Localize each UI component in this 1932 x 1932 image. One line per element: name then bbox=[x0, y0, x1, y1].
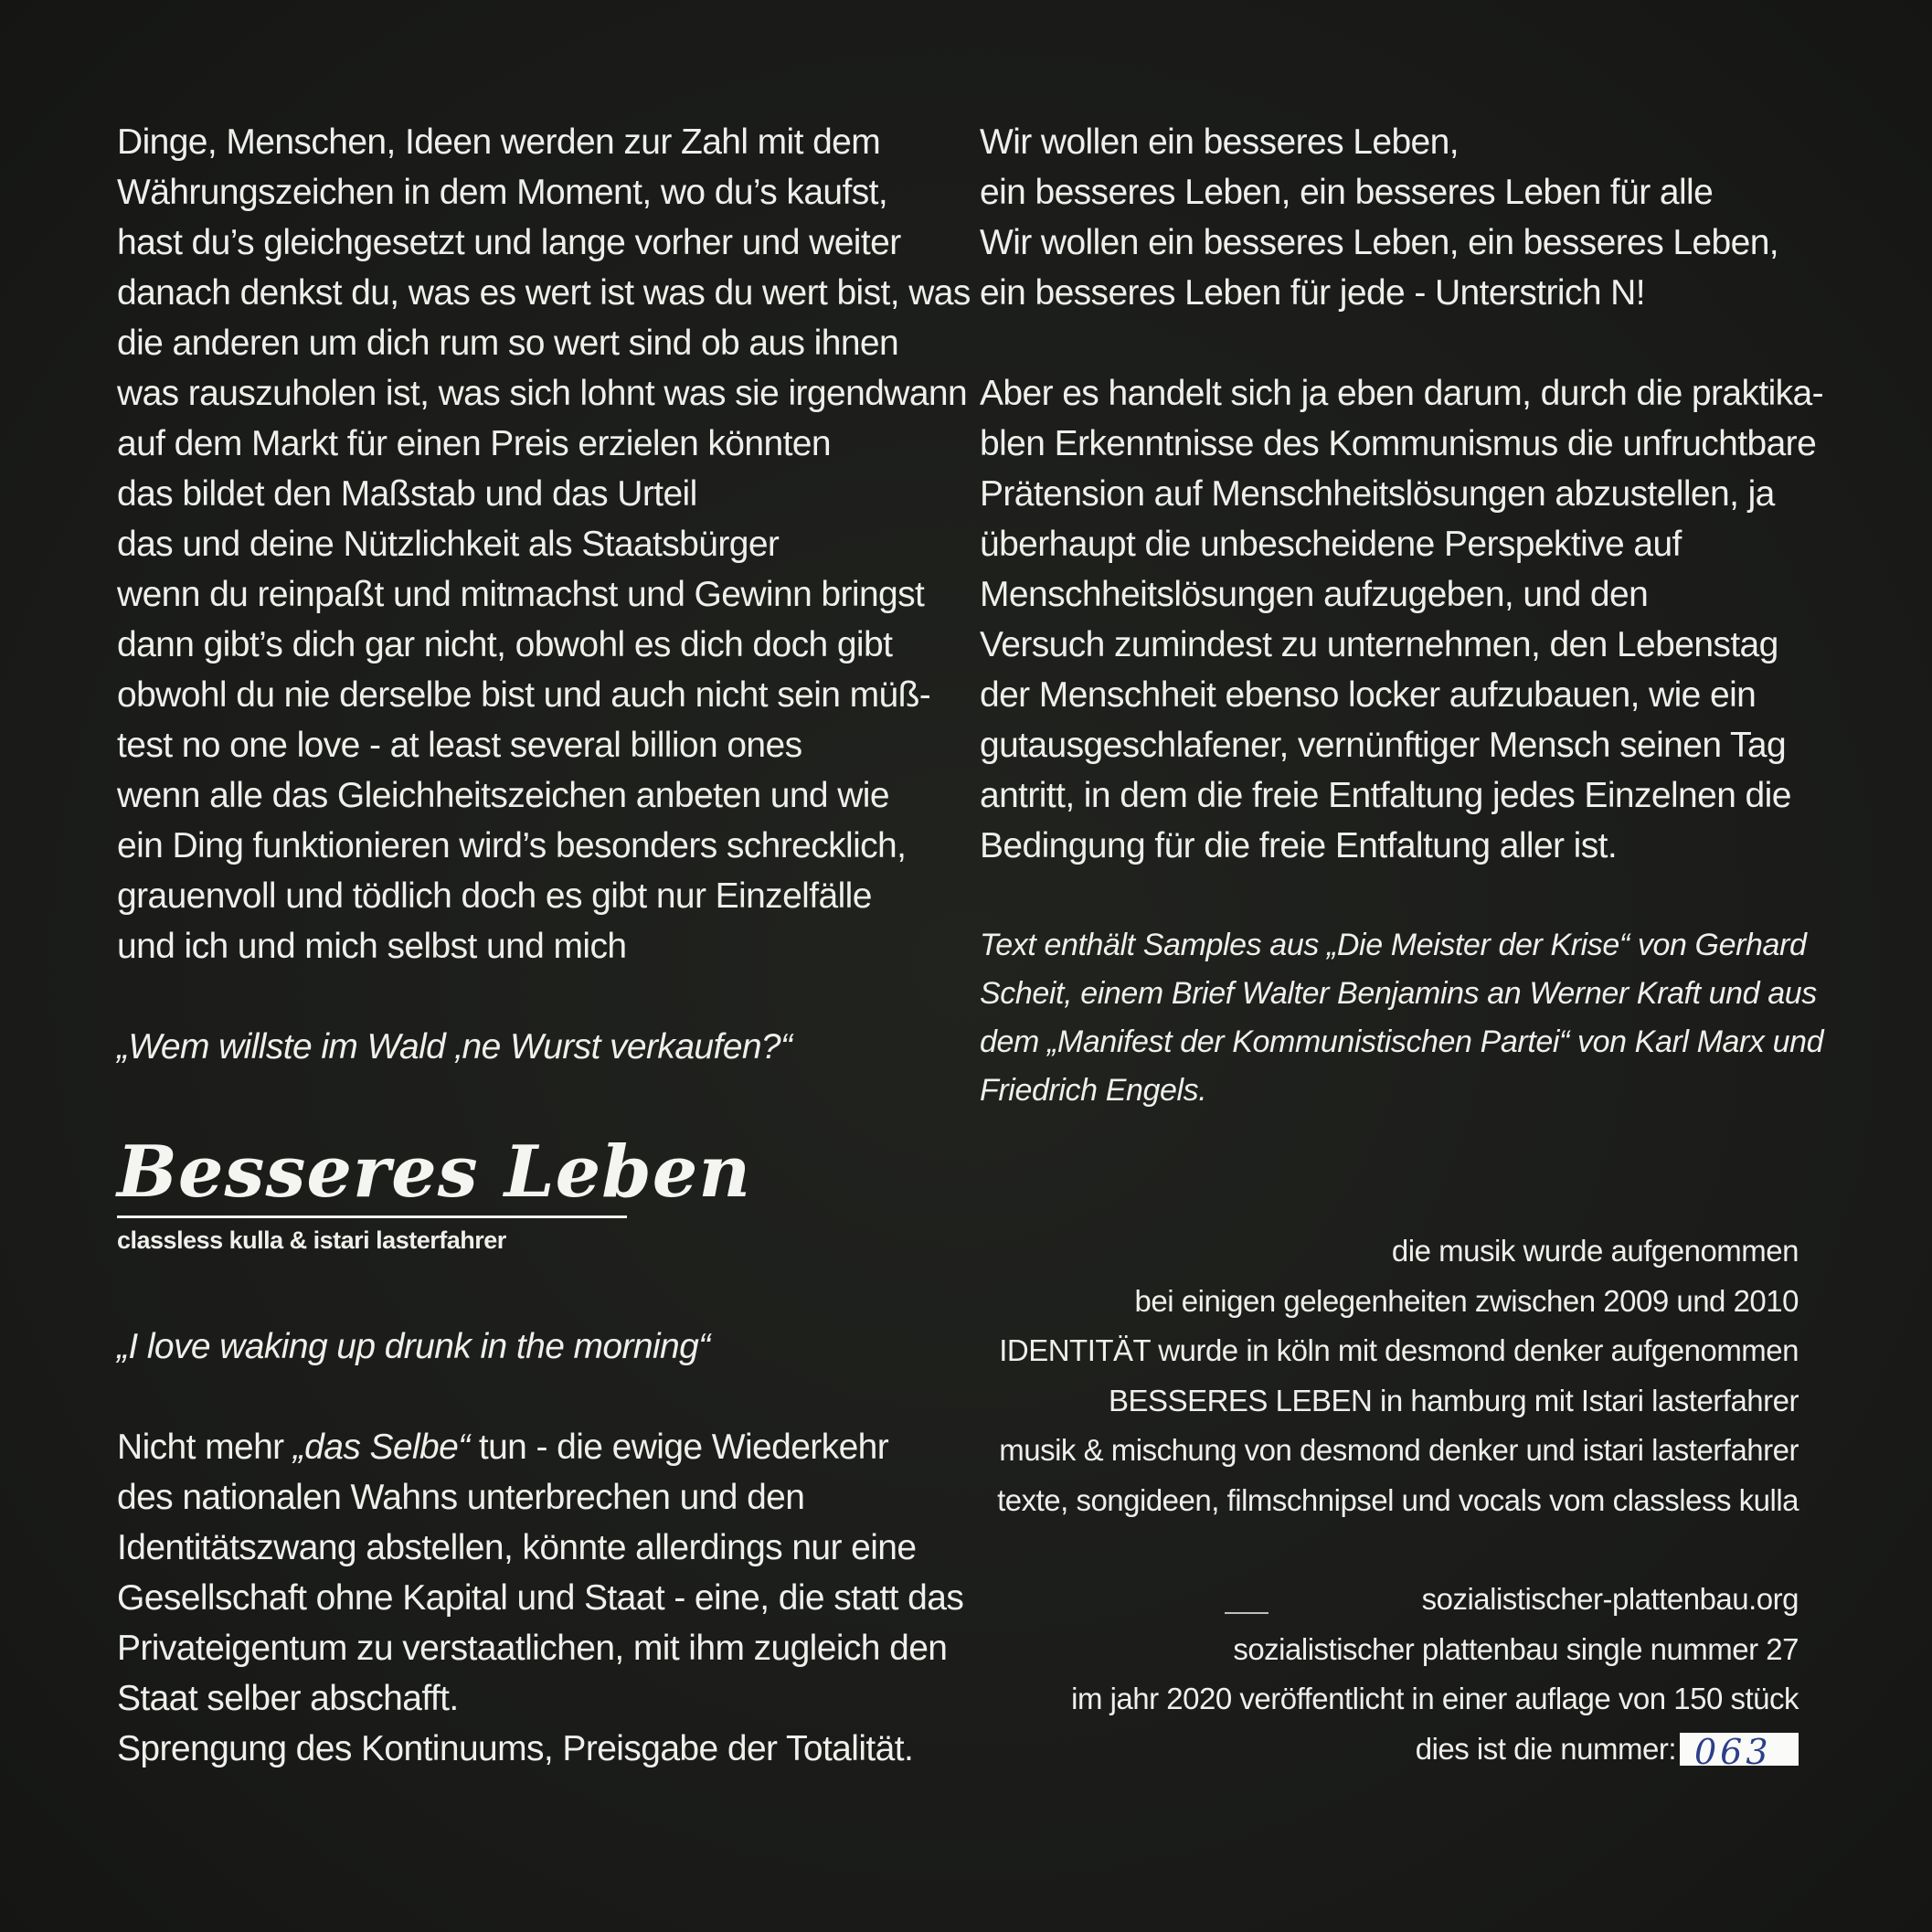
song-quote: „I love waking up drunk in the morning“ bbox=[117, 1327, 710, 1366]
prose-line: Bedingung für die freie Entfaltung aller ist. bbox=[980, 826, 1618, 865]
verse-line: dann gibt’s dich gar nicht, obwohl es dich doch gibt bbox=[117, 625, 893, 664]
verse-line: test no one love - at least several billion ones bbox=[117, 726, 802, 765]
verse-line: und ich und mich selbst und mich bbox=[117, 927, 627, 966]
verse-line: Währungszeichen in dem Moment, wo du’s kaufst, bbox=[117, 173, 888, 212]
prose-line: gutausgeschlafener, vernünftiger Mensch seinen Tag bbox=[980, 726, 1787, 765]
handwritten-number-box bbox=[1680, 1731, 1799, 1772]
song-line: Sprengung des Kontinuums, Preisgabe der Totalität. bbox=[117, 1729, 914, 1768]
note-line: Friedrich Engels. bbox=[980, 1073, 1207, 1108]
song-title: Besseres Leben bbox=[117, 1131, 752, 1214]
credit-line: BESSERES LEBEN in hamburg mit Istari lasterfahrer bbox=[1109, 1383, 1799, 1417]
website-line: sozialistischer-plattenbau.org bbox=[1421, 1582, 1799, 1616]
verse-line: grauenvoll und tödlich doch es gibt nur Einzelfälle bbox=[117, 876, 872, 916]
prose-line: der Menschheit ebenso locker aufzubauen, wie ein bbox=[980, 675, 1757, 715]
note-line: Scheit, einem Brief Walter Benjamins an Werner Kraft und aus bbox=[980, 976, 1817, 1011]
verse-line: wenn du reinpaßt und mitmachst und Gewinn bringst bbox=[117, 575, 925, 614]
prose-line: überhaupt die unbescheidene Perspektive auf bbox=[980, 525, 1682, 564]
sample-quote: „Wem willste im Wald ‚ne Wurst verkaufen?“ bbox=[117, 1027, 792, 1067]
song-line: Privateigentum zu verstaatlichen, mit ihm zugleich den bbox=[117, 1629, 948, 1668]
number-row bbox=[997, 1725, 1799, 1775]
number-label: dies ist die nummer: bbox=[1415, 1731, 1676, 1766]
song-body bbox=[117, 1322, 964, 1774]
intro-italic: „das Selbe“ bbox=[292, 1428, 470, 1467]
song-line: des nationalen Wahns unterbrechen und den bbox=[117, 1478, 805, 1517]
title-underline bbox=[117, 1215, 627, 1218]
verse-line: die anderen um dich rum so wert sind ob aus ihnen bbox=[117, 324, 899, 363]
note-line: dem „Manifest der Kommunistischen Partei“ von Karl Marx und bbox=[980, 1024, 1824, 1059]
song-line: Gesellschaft ohne Kapital und Staat - eine, die statt das bbox=[117, 1578, 964, 1618]
prose-line: Versuch zumindest zu unternehmen, den Lebenstag bbox=[980, 625, 1778, 664]
verse-line: wenn alle das Gleichheitszeichen anbeten und wie bbox=[117, 776, 889, 815]
credit-line: die musik wurde aufgenommen bbox=[1391, 1234, 1799, 1268]
verse-line: hast du’s gleichgesetzt und lange vorher und weiter bbox=[117, 223, 901, 262]
song-line: Identitätszwang abstellen, könnte allerdings nur eine bbox=[117, 1528, 917, 1567]
song-intro-line bbox=[117, 1422, 939, 1472]
verse-line: obwohl du nie derselbe bist und auch nicht sein müß- bbox=[117, 675, 931, 715]
intro-rest: tun - die ewige Wiederkehr bbox=[469, 1428, 889, 1467]
intro-plain: Nicht mehr bbox=[117, 1428, 293, 1467]
credit-line: musik & mischung von desmond denker und istari lasterfahrer bbox=[999, 1433, 1799, 1467]
credit-line: texte, songideen, filmschnipsel und vocals vom classless kulla bbox=[997, 1482, 1799, 1517]
verse-line: danach denkst du, was es wert ist was du wert bist, was bbox=[117, 273, 971, 313]
prose-line: Menschheitslösungen aufzugeben, und den bbox=[980, 575, 1649, 614]
chorus-line: Wir wollen ein besseres Leben, bbox=[980, 122, 1459, 162]
chorus-line: ein besseres Leben, ein besseres Leben für alle bbox=[980, 173, 1714, 212]
verse-line: was rauszuholen ist, was sich lohnt was sie irgendwann bbox=[117, 374, 968, 413]
sample-note bbox=[980, 921, 1824, 1115]
credit-line: bei einigen gelegenheiten zwischen 2009 und 2010 bbox=[1134, 1283, 1799, 1318]
verse-line: Dinge, Menschen, Ideen werden zur Zahl mit dem bbox=[117, 122, 881, 162]
release-line: sozialistischer plattenbau single nummer 27 bbox=[1233, 1631, 1799, 1666]
prose-line: blen Erkenntnisse des Kommunismus die unfruchtbare bbox=[980, 424, 1817, 463]
credit-line: IDENTITÄT wurde in köln mit desmond denker aufgenommen bbox=[999, 1333, 1799, 1367]
prose-line: antritt, in dem die freie Entfaltung jedes Einzelnen die bbox=[980, 776, 1791, 815]
chorus-line: ein besseres Leben für jede - Unterstrich N! bbox=[980, 273, 1645, 313]
verse-line: ein Ding funktionieren wird’s besonders schrecklich, bbox=[117, 826, 907, 865]
verse-line: das bildet den Maßstab und das Urteil bbox=[117, 474, 697, 514]
chorus-line: Wir wollen ein besseres Leben, ein besseres Leben, bbox=[980, 223, 1779, 262]
chorus-block bbox=[980, 117, 1821, 318]
verse-line: auf dem Markt für einen Preis erzielen könnten bbox=[117, 424, 831, 463]
handwritten-number: 063 bbox=[1694, 1731, 1772, 1772]
credits-block bbox=[997, 1226, 1799, 1774]
prose-block bbox=[980, 368, 1824, 871]
divider-dash bbox=[1225, 1612, 1269, 1614]
song-line: Staat selber abschafft. bbox=[117, 1679, 459, 1718]
prose-line: Aber es handelt sich ja eben darum, durch die praktika- bbox=[980, 374, 1824, 413]
right-column bbox=[980, 117, 1824, 1115]
verse-line: das und deine Nützlichkeit als Staatsbürger bbox=[117, 525, 780, 564]
verse-block bbox=[117, 117, 971, 971]
song-header bbox=[117, 1131, 752, 1257]
note-line: Text enthält Samples aus „Die Meister der Krise“ von Gerhard bbox=[980, 928, 1807, 962]
edition-line: im jahr 2020 veröffentlicht in einer auflage von 150 stück bbox=[1071, 1682, 1799, 1715]
left-column bbox=[117, 117, 971, 1072]
song-artists: classless kulla & istari lasterfahrer bbox=[117, 1226, 506, 1254]
prose-line: Prätension auf Menschheitslösungen abzustellen, ja bbox=[980, 474, 1775, 514]
